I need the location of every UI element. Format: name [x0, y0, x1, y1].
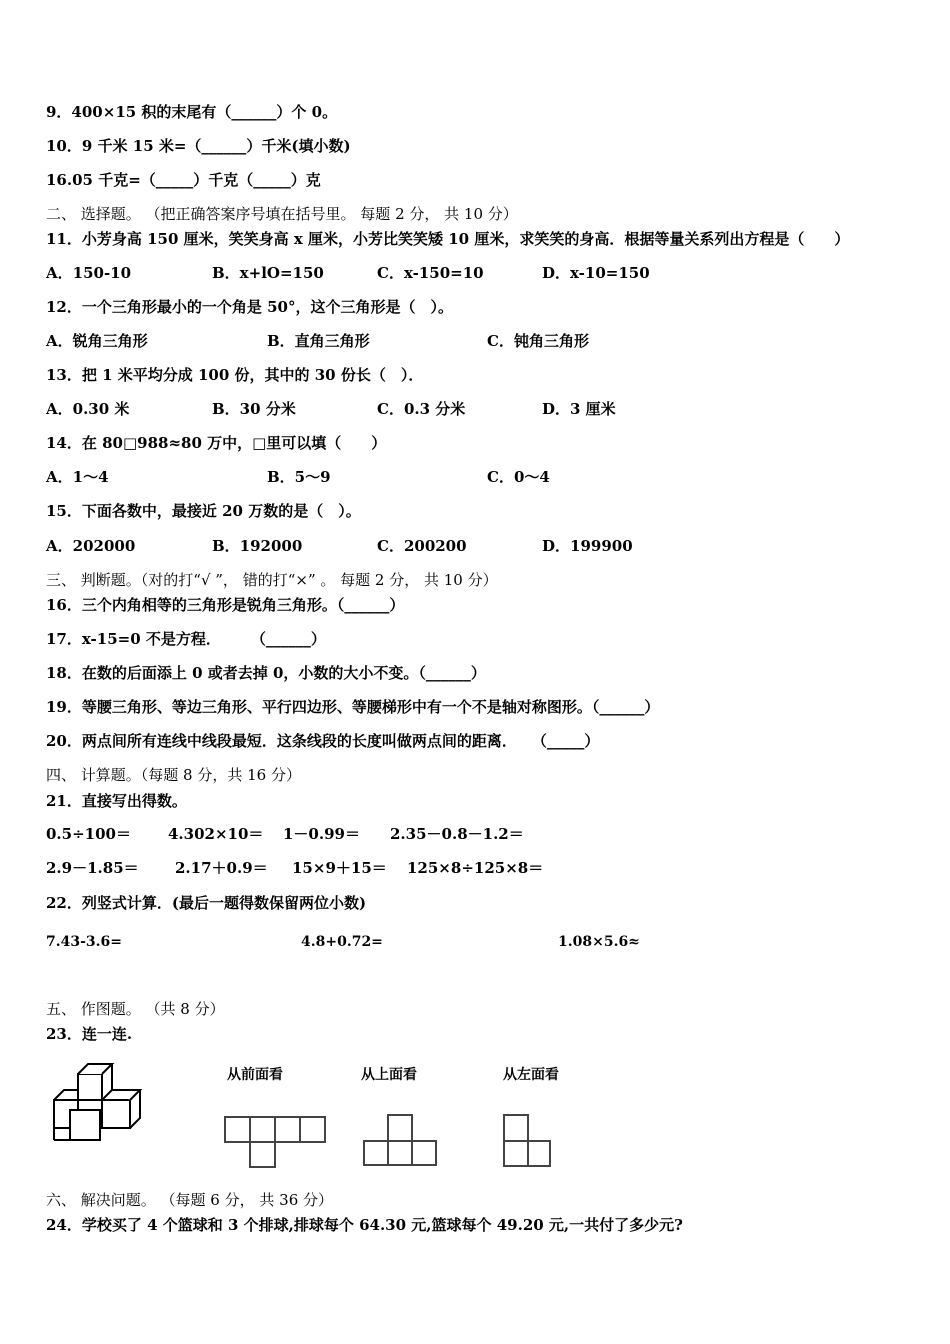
q13-option-c: C．0.3 分米	[377, 400, 466, 418]
q12-option-c: C．钝角三角形	[487, 332, 589, 350]
calc-item: 2.9－1.85＝	[46, 859, 139, 877]
question-18: 18．在数的后面添上 0 或者去掉 0，小数的大小不变。（______）	[46, 664, 486, 682]
question-20: 20．两点间所有连线中线段最短．这条线段的长度叫做两点间的距离． （_____）	[46, 732, 600, 750]
question-10: 10．9 千米 15 米=（______）千米(填小数)	[46, 137, 351, 155]
question-19: 19．等腰三角形、等边三角形、平行四边形、等腰梯形中有一个不是轴对称图形。（______）	[46, 698, 660, 716]
section-2-heading: 二、 选择题。 （把正确答案序号填在括号里。 每题 2 分， 共 10 分）	[46, 205, 518, 223]
view-label-top: 从上面看	[361, 1067, 417, 1083]
vertical-calc-item: 7.43-3.6=	[46, 934, 122, 950]
question-23: 23．连一连.	[46, 1025, 133, 1043]
question-11: 11．小芳身高 150 厘米，笑笑身高 x 厘米，小芳比笑笑矮 10 厘米，求笑笑的身高．根据等量关系列出方程是（ ）	[46, 230, 850, 248]
q15-option-d: D．199900	[542, 537, 633, 555]
calc-item: 2.17＋0.9＝	[175, 859, 268, 877]
q14-option-a: A．1～4	[46, 468, 109, 486]
q15-option-a: A．202000	[46, 537, 136, 555]
question-21: 21．直接写出得数。	[46, 792, 187, 810]
calc-item: 4.302×10＝	[168, 825, 264, 843]
section-5-heading: 五、 作图题。 （共 8 分）	[46, 1000, 225, 1018]
q15-option-b: B．192000	[212, 537, 303, 555]
q13-option-d: D．3 厘米	[542, 400, 616, 418]
question-14: 14．在 80□988≈80 万中，□里可以填（ ）	[46, 434, 387, 452]
question-17: 17．x-15=0 不是方程． （______）	[46, 630, 326, 648]
question-9: 9．400×15 积的末尾有（______）个 0。	[46, 103, 338, 121]
q11-option-d: D．x-10=150	[542, 264, 650, 282]
question-16: 16．三个内角相等的三角形是锐角三角形。（______）	[46, 596, 405, 614]
front-view-figure[interactable]	[222, 1114, 328, 1170]
top-view-figure[interactable]	[362, 1112, 442, 1168]
section-3-heading: 三、 判断题。（对的打“√ ”， 错的打“×” 。 每题 2 分， 共 10 分）	[46, 571, 498, 589]
view-label-front: 从前面看	[227, 1067, 283, 1083]
section-4-heading: 四、 计算题。（每题 8 分，共 16 分）	[46, 766, 301, 784]
question-16-unit: 16.05 千克=（_____）千克（_____）克	[46, 171, 321, 189]
calc-item: 125×8÷125×8＝	[407, 859, 544, 877]
q14-option-c: C．0～4	[487, 468, 550, 486]
q12-option-a: A．锐角三角形	[46, 332, 148, 350]
vertical-calc-item: 1.08×5.6≈	[558, 934, 640, 950]
q12-option-b: B．直角三角形	[267, 332, 370, 350]
question-12: 12．一个三角形最小的一个角是 50°，这个三角形是（ ）。	[46, 298, 453, 316]
cube-stack-figure	[48, 1060, 158, 1144]
left-view-figure[interactable]	[502, 1112, 558, 1170]
q11-option-a: A．150-10	[46, 264, 132, 282]
question-22: 22．列竖式计算．(最后一题得数保留两位小数)	[46, 894, 367, 912]
calc-item: 15×9＋15＝	[292, 859, 387, 877]
calc-item: 1－0.99＝	[283, 825, 360, 843]
q11-option-c: C．x-150=10	[377, 264, 484, 282]
q13-option-a: A．0.30 米	[46, 400, 130, 418]
q13-option-b: B．30 分米	[212, 400, 296, 418]
view-label-left: 从左面看	[503, 1067, 559, 1083]
question-24: 24．学校买了 4 个篮球和 3 个排球,排球每个 64.30 元,篮球每个 49.20 元,一共付了多少元?	[46, 1216, 683, 1234]
vertical-calc-item: 4.8+0.72=	[301, 934, 383, 950]
calc-item: 0.5÷100＝	[46, 825, 131, 843]
q15-option-c: C．200200	[377, 537, 467, 555]
calc-item: 2.35－0.8－1.2＝	[390, 825, 524, 843]
q11-option-b: B．x+lO=150	[212, 264, 324, 282]
section-6-heading: 六、 解决问题。 （每题 6 分， 共 36 分）	[46, 1191, 334, 1209]
q14-option-b: B．5～9	[267, 468, 331, 486]
question-13: 13．把 1 米平均分成 100 份，其中的 30 份长（ ）．	[46, 366, 424, 384]
question-15: 15．下面各数中，最接近 20 万数的是（ ）。	[46, 502, 361, 520]
